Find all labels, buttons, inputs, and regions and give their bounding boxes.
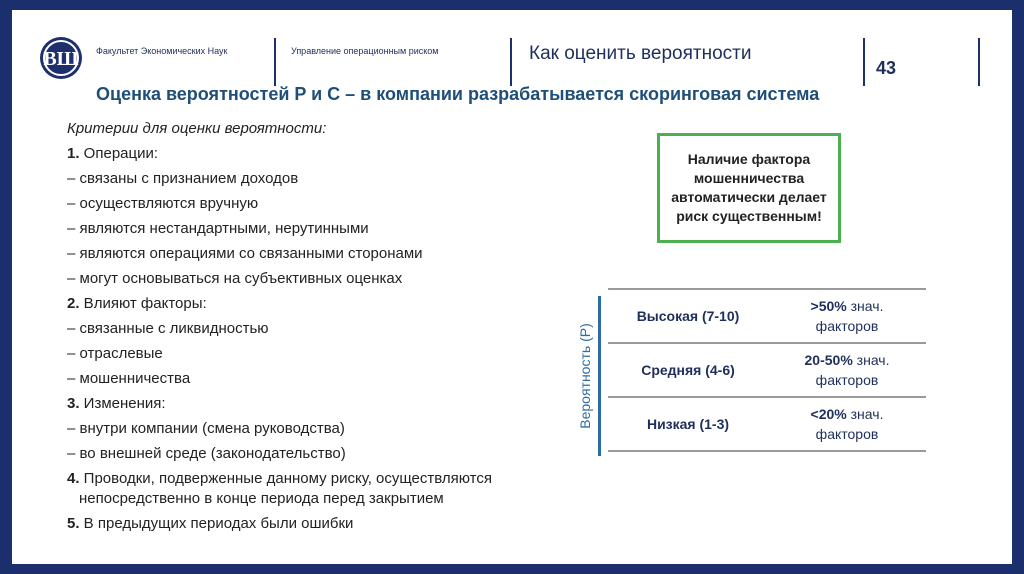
list-item: 1. Операции: [67,145,159,162]
probability-axis-label: Вероятность (P) [577,323,593,429]
header-divider [863,38,865,86]
probability-table [608,288,926,452]
page-number: 43 [876,58,897,78]
callout-text: Наличие фактора мошенничества автоматически делает риск существенным! [671,151,827,224]
list-item: непосредственно в конце периода перед закрытием [79,490,444,507]
probability-level: Низкая (1-3) [646,416,730,432]
faculty-label: Факультет Экономических Наук [96,46,228,56]
list-item: 5. В предыдущих периодах были ошибки [67,515,354,532]
probability-axis-line [598,296,601,456]
course-label: Управление операционным риском [291,46,439,56]
svg-text:ВШ: ВШ [43,48,79,70]
topic-title: Как оценить вероятности [529,43,752,64]
list-item: 3. Изменения: [67,395,166,412]
factor-share: >50% знач. факторов [810,298,884,334]
list-item: – связанные с ликвидностью [67,320,269,337]
probability-level: Высокая (7-10) [636,308,740,324]
slide-title: Оценка вероятностей P и C – в компании разрабатывается скоринговая система [96,84,820,104]
list-item: – мошенничества [67,370,191,387]
factor-share: <20% знач. факторов [810,406,884,442]
list-item: – во внешней среде (законодательство) [67,445,346,462]
list-item: – осуществляются вручную [67,195,259,212]
list-item: – являются нестандартными, нерутинными [67,220,369,237]
list-item: – связаны с признанием доходов [67,170,299,187]
list-item: 2. Влияют факторы: [67,295,207,312]
header-divider [978,38,980,86]
probability-level: Средняя (4-6) [641,362,735,378]
header-divider [510,38,512,86]
factor-share: 20-50% знач. факторов [804,352,890,388]
table-row [608,398,926,452]
list-item: – могут основываться на субъективных оценках [67,270,403,287]
list-item: – внутри компании (смена руководства) [67,420,345,437]
fraud-callout-box [657,133,841,243]
criteria-heading: Критерии для оценки вероятности: [67,120,327,137]
table-row [608,288,926,344]
slide [12,10,1012,564]
hse-logo-icon [40,37,82,79]
list-item: – являются операциями со связанными сторонами [67,245,423,262]
header-divider [274,38,276,86]
list-item: – отраслевые [67,345,163,362]
list-item: 4. Проводки, подверженные данному риску, осуществляются [67,470,493,487]
table-row [608,344,926,398]
